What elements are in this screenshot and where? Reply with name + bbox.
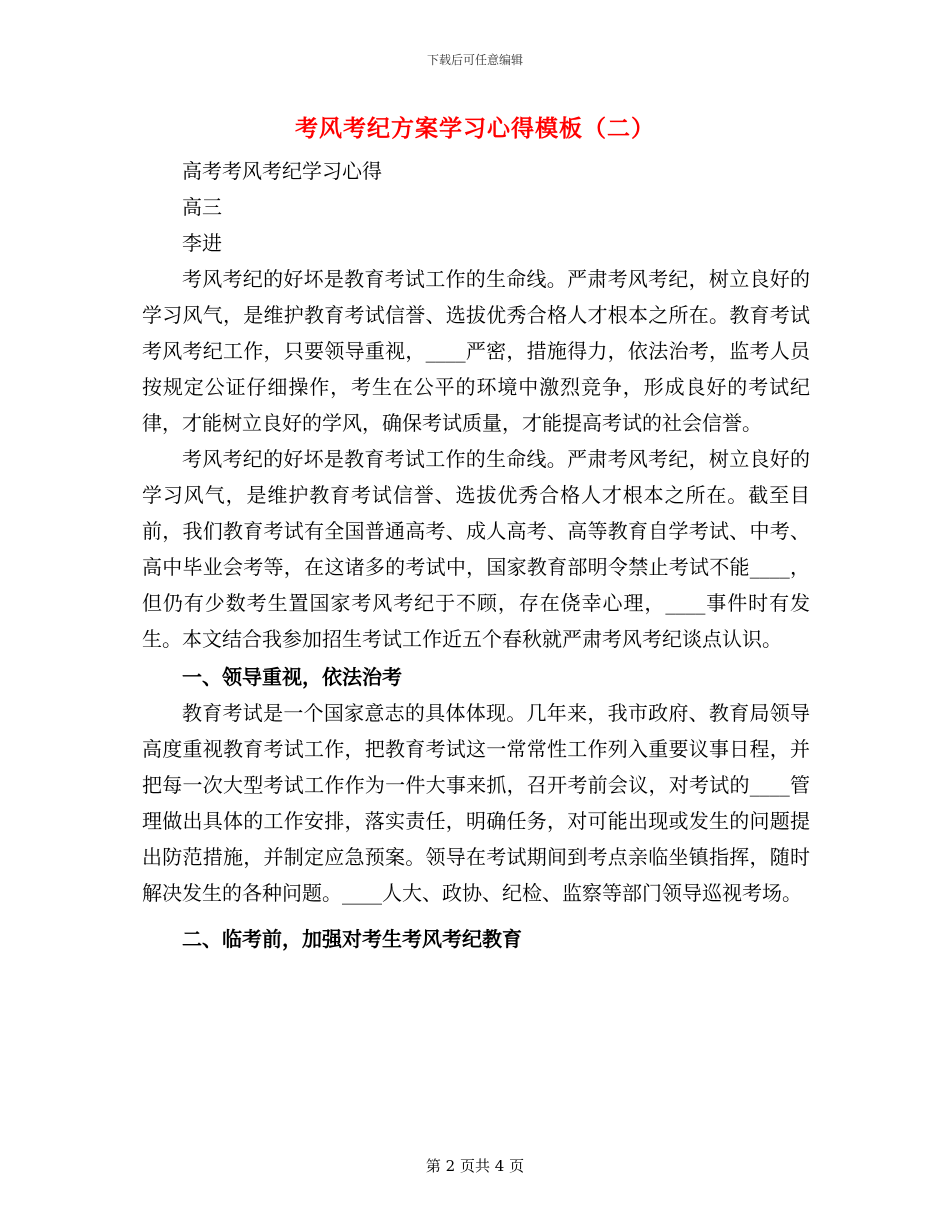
- section-paragraph: 教育考试是一个国家意志的具体体现。几年来，我市政府、教育局领导高度重视教育考试工作，把教育考试这一常常性工作列入重要议事日程，并把每一次大型考试工作作为一件大事来抓，召开考前会议，对考试的____管理做出具体的工作安排，落实责任，明确任务，对可能出现或发生的问题提出防范措施，并制定应急预案。领导在考试期间到考点亲临坐镇指挥，随时解决发生的各种问题。____人大、政协、纪检、监察等部门领导巡视考场。: [142, 701, 810, 905]
- body-paragraph: 考风考纪的好坏是教育考试工作的生命线。严肃考风考纪，树立良好的学习风气，是维护教育考试信誉、选拔优秀合格人才根本之所在。教育考试考风考纪工作，只要领导重视，____严密，措施得力，依法治考，监考人员按规定公证仔细操作，考生在公平的环境中激烈竞争，形成良好的考试纪律，才能树立良好的学风，确保考试质量，才能提高考试的社会信誉。: [142, 267, 810, 435]
- page-number: 第 2 页共 4 页: [425, 1157, 525, 1175]
- body-paragraph: 考风考纪的好坏是教育考试工作的生命线。严肃考风考纪，树立良好的学习风气，是维护教育考试信誉、选拔优秀合格人才根本之所在。截至目前，我们教育考试有全国普通高考、成人高考、高等教育自学考试、中考、高中毕业会考等，在这诸多的考试中，国家教育部明令禁止考试不能____，但仍有少数考生置国家考风考纪于不顾，存在侥幸心理，____事件时有发生。本文结合我参加招生考试工作近五个春秋就严肃考风考纪谈点认识。: [142, 447, 810, 651]
- section-heading: 一、领导重视，依法治考: [182, 665, 402, 689]
- author-paragraph: 李进: [182, 231, 222, 255]
- document-body: [142, 153, 810, 957]
- subtitle-paragraph: 高考考风考纪学习心得: [182, 159, 382, 183]
- header-note: 下载后可任意编辑: [426, 53, 523, 67]
- document-title: 考风考纪方案学习心得模板（二）: [295, 115, 655, 142]
- grade-paragraph: 高三: [182, 195, 222, 219]
- section-heading: 二、临考前，加强对考生考风考纪教育: [182, 927, 522, 951]
